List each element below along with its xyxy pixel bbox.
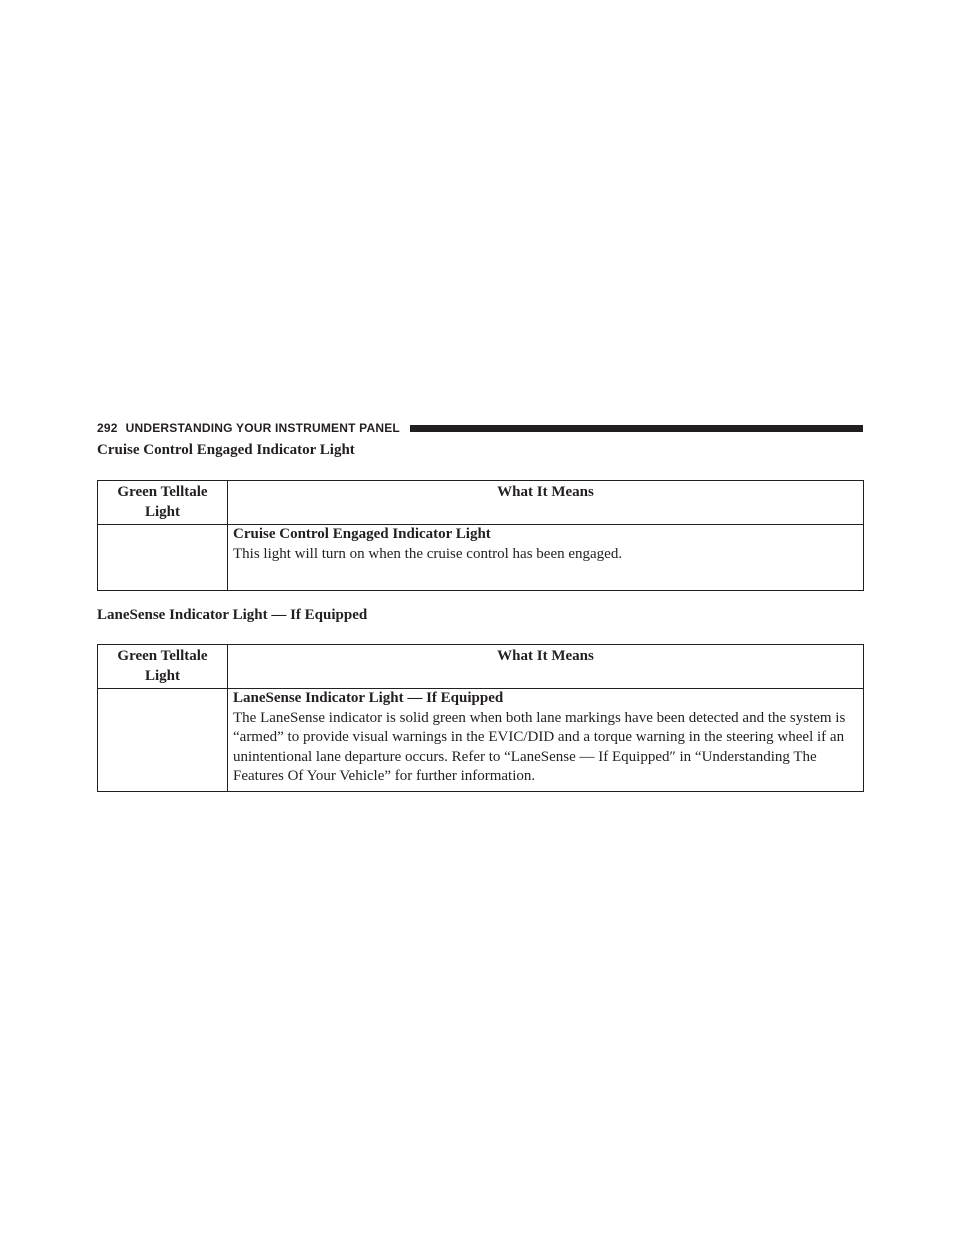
- page-header: [97, 419, 863, 437]
- lanesense-table: [97, 644, 864, 792]
- lanesense-heading: LaneSense Indicator Light — If Equipped: [97, 607, 368, 623]
- meaning-cell: [228, 689, 864, 792]
- meaning-cell: [228, 525, 864, 591]
- what-it-means-header: What It Means: [228, 481, 864, 525]
- what-it-means-header: What It Means: [228, 645, 864, 689]
- telltale-icon-cell: [98, 689, 228, 792]
- row-title: LaneSense Indicator Light — If Equipped: [233, 690, 504, 706]
- section-title: UNDERSTANDING YOUR INSTRUMENT PANEL: [125, 421, 400, 435]
- telltale-icon-cell: [98, 525, 228, 591]
- page-number: 292: [97, 421, 118, 435]
- row-title: Cruise Control Engaged Indicator Light: [233, 526, 491, 542]
- table-header-row: [98, 481, 864, 525]
- cruise-control-heading: Cruise Control Engaged Indicator Light: [97, 442, 355, 458]
- row-description: This light will turn on when the cruise control has been engaged.: [233, 545, 623, 562]
- cruise-control-table: [97, 480, 864, 591]
- table-row: [98, 689, 864, 792]
- green-telltale-light-header: Green Telltale Light: [98, 481, 228, 525]
- green-telltale-light-header: Green Telltale Light: [98, 645, 228, 689]
- table-header-row: [98, 645, 864, 689]
- table-row: [98, 525, 864, 591]
- row-description: The LaneSense indicator is solid green when both lane markings have been detected and the system is “armed” to provide visual warnings in the EVIC/DID and a torque warning in the steering wheel if an unintentional lane departure occurs. Refer to “LaneSense — If Equipped″ in “Understanding The Features Of Your Vehicle” for further information.: [233, 709, 846, 784]
- header-rule: [410, 425, 863, 432]
